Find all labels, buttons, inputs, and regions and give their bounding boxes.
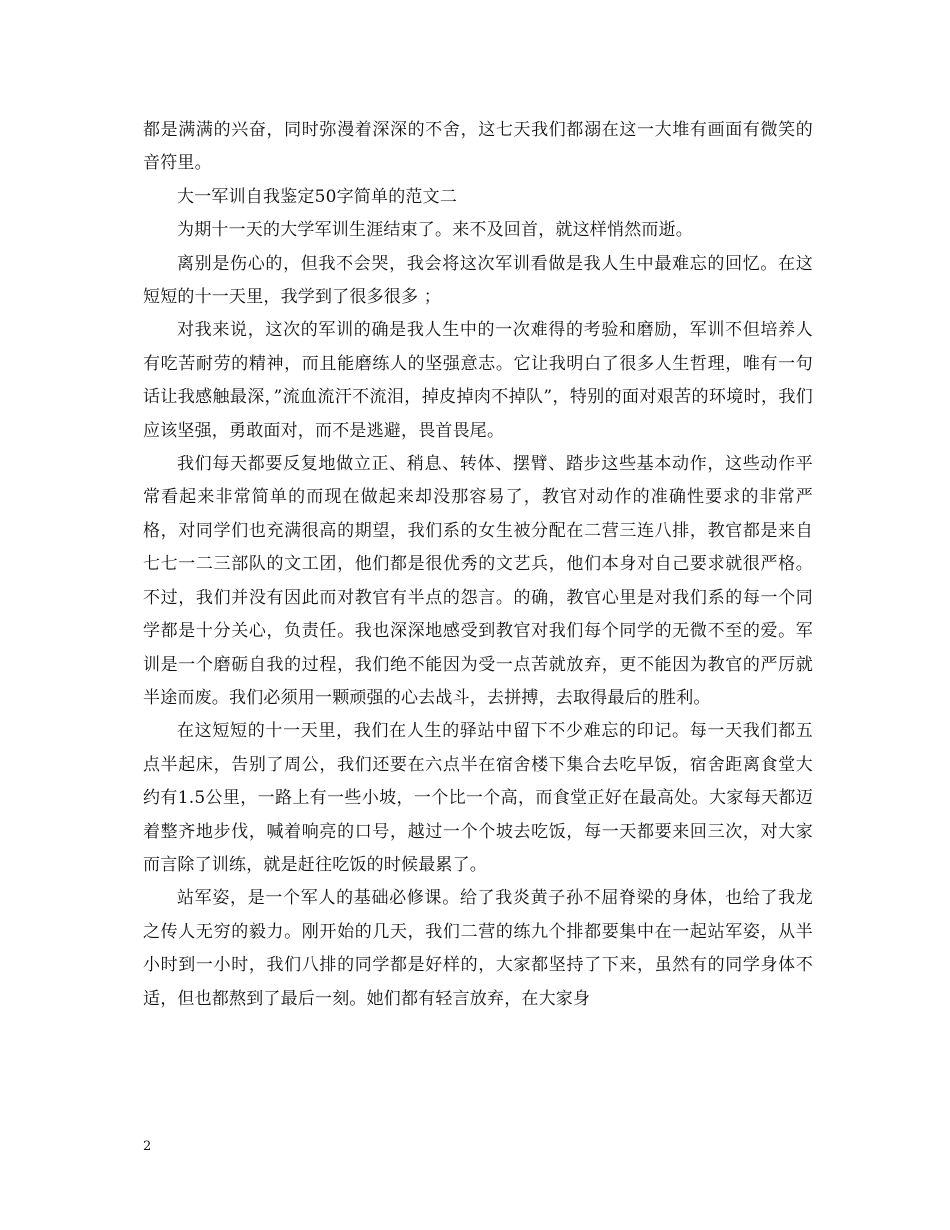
paragraph: 在这短短的十一天里，我们在人生的驿站中留下不少难忘的印记。每一天我们都五点半起床，告别了周公，我们还要在六点半在宿舍楼下集合去吃早饭，宿舍距离食堂大约有1.5公里，一路上有一些小坡，一个比一个高，而食堂正好在最高处。大家每天都迈着整齐地步伐，喊着响亮的口号，越过一个个坡去吃饭，每一天都要来回三次，对大家而言除了训练，就是赶往吃饭的时候最累了。 (143, 721, 813, 875)
page-number: 2 (143, 1139, 152, 1154)
paragraph: 对我来说，这次的军训的确是我人生中的一次难得的考验和磨励，军训不但培养人有吃苦耐劳的精神，而且能磨练人的坚强意志。它让我明白了很多人生哲理，唯有一句话让我感触最深，”流血流汗不流泪，掉皮掉肉不掉队”，特别的面对艰苦的环境时，我们应该坚强，勇敢面对，而不是逃避，畏首畏尾。 (143, 320, 813, 441)
paragraph: 都是满满的兴奋，同时弥漫着深深的不舍，这七天我们都溺在这一大堆有画面有微笑的音符里。 (143, 120, 813, 174)
paragraph: 站军姿，是一个军人的基础必修课。给了我炎黄子孙不屈脊梁的身体，也给了我龙之传人无穷的毅力。刚开始的几天，我们二营的练九个排都要集中在一起站军姿，从半小时到一小时，我们八排的同学都是好样的，大家都坚持了下来，虽然有的同学身体不适，但也都熬到了最后一刻。她们都有轻言放弃，在大家身 (143, 888, 813, 1009)
section-heading: 大一军训自我鉴定50字简单的范文二 (177, 186, 458, 207)
paragraph: 为期十一天的大学军训生涯结束了。来不及回首，就这样悄然而逝。 (177, 220, 693, 241)
paragraph: 离别是伤心的，但我不会哭，我会将这次军训看做是我人生中最难忘的回忆。在这短短的十一天里，我学到了很多很多 ； (143, 253, 813, 308)
body-text (143, 114, 813, 1016)
paragraph: 我们每天都要反复地做立正、稍息、转体、摆臂、踏步这些基本动作，这些动作平常看起来非常简单的而现在做起来却没那容易了，教官对动作的准确性要求的非常严格，对同学们也充满很高的期望，我们系的女生被分配在二营三连八排，教官都是来自七七一二三部队的文工团，他们都是很优秀的文艺兵，他们本身对自己要求就很严格。不过，我们并没有因此而对教官有半点的怨言。的确，教官心里是对我们系的每一个同学都是十分关心，负责任。我也深深地感受到教官对我们每个同学的无微不至的爱。军训是一个磨砺自我的过程，我们绝不能因为受一点苦就放弃，更不能因为教官的严厉就半途而废。我们必须用一颗顽强的心去战斗，去拼搏，去取得最后的胜利。 (143, 454, 813, 708)
